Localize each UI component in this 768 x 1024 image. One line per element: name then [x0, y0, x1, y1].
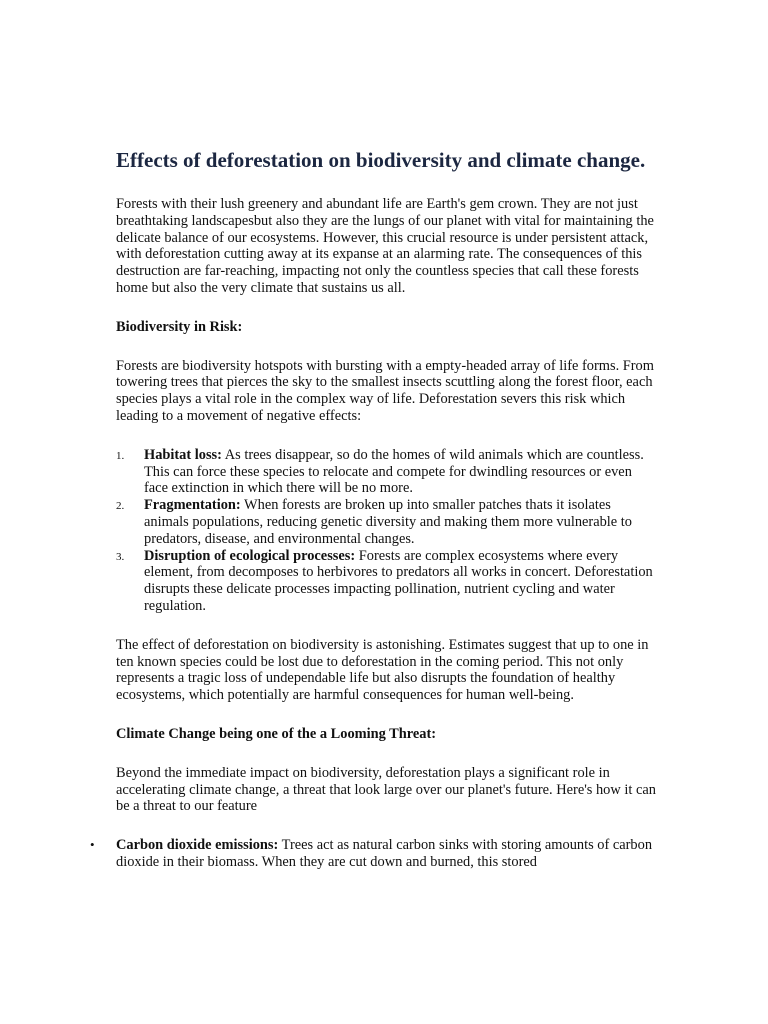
list-item	[90, 837, 656, 871]
list-item-text: As trees disappear, so do the homes of wild animals which are countless. This can force these species to relocate and compete for dwindling resources or even face extinction in which there will be no more.	[144, 446, 644, 497]
list-item-term: Habitat loss:	[144, 446, 222, 463]
list-item-number: 1.	[116, 449, 125, 462]
biodiversity-paragraph: Forests are biodiversity hotspots with bursting with a empty-headed array of life forms. From towering trees that pierces the sky to the smallest insects scuttling along the forest floor, each species plays a vital role in the complex way of life. Deforestation severs this risk which leading to a movement of negative effects:	[116, 357, 654, 424]
climate-effects-list	[90, 837, 656, 871]
list-item	[116, 548, 656, 615]
list-item-term: Disruption of ecological processes:	[144, 547, 356, 564]
list-item-text: Forests are complex ecosystems where every element, from decomposes to herbivores to predators all works in concert. Deforestation disrupts these delicate processes impacting pollination, nutrient cycling and water regulation.	[144, 547, 653, 614]
biodiversity-effects-list	[116, 447, 656, 615]
list-item-term: Carbon dioxide emissions:	[116, 837, 279, 854]
climate-paragraph: Beyond the immediate impact on biodiversity, deforestation plays a significant role in accelerating climate change, a threat that look large over our planet's future. Here's how it can be a threat to our feature	[116, 764, 656, 815]
intro-paragraph: Forests with their lush greenery and abundant life are Earth's gem crown. They are not just breathtaking landscapesbut also they are the lungs of our planet with vital for maintaining the delicate balance of our ecosystems. However, this crucial resource is under persistent attack, with deforestation cutting away at its expanse at an alarming rate. The consequences of this destruction are far-reaching, impacting not only the countless species that call these forests home but also the very climate that sustains us all.	[116, 196, 654, 296]
list-item	[116, 497, 656, 547]
list-item-number: 3.	[116, 550, 125, 563]
list-item-text: When forests are broken up into smaller patches thats it isolates animals populations, reducing genetic diversity and making them more vulnerable to predators, disease, and environmental changes.	[144, 497, 632, 547]
list-item-text: Trees act as natural carbon sinks with storing amounts of carbon dioxide in their biomass. When they are cut down and burned, this stored	[116, 837, 653, 870]
document-title: Effects of deforestation on biodiversity and climate change.	[116, 148, 646, 172]
section-heading-biodiversity: Biodiversity in Risk:	[116, 318, 243, 335]
list-item-number: 2.	[116, 500, 125, 513]
bullet-icon: •	[90, 837, 95, 853]
biodiversity-closing-paragraph: The effect of deforestation on biodiversity is astonishing. Estimates suggest that up to one in ten known species could be lost due to deforestation in the coming period. This not only represents a tragic loss of undependable life but also disrupts the foundation of healthy ecosystems, which potentially are harmful consequences for human well-being.	[116, 636, 649, 704]
section-heading-climate: Climate Change being one of the a Looming Threat:	[116, 725, 437, 742]
list-item	[116, 447, 656, 497]
list-item-term: Fragmentation:	[144, 497, 241, 514]
document-body	[90, 148, 656, 871]
